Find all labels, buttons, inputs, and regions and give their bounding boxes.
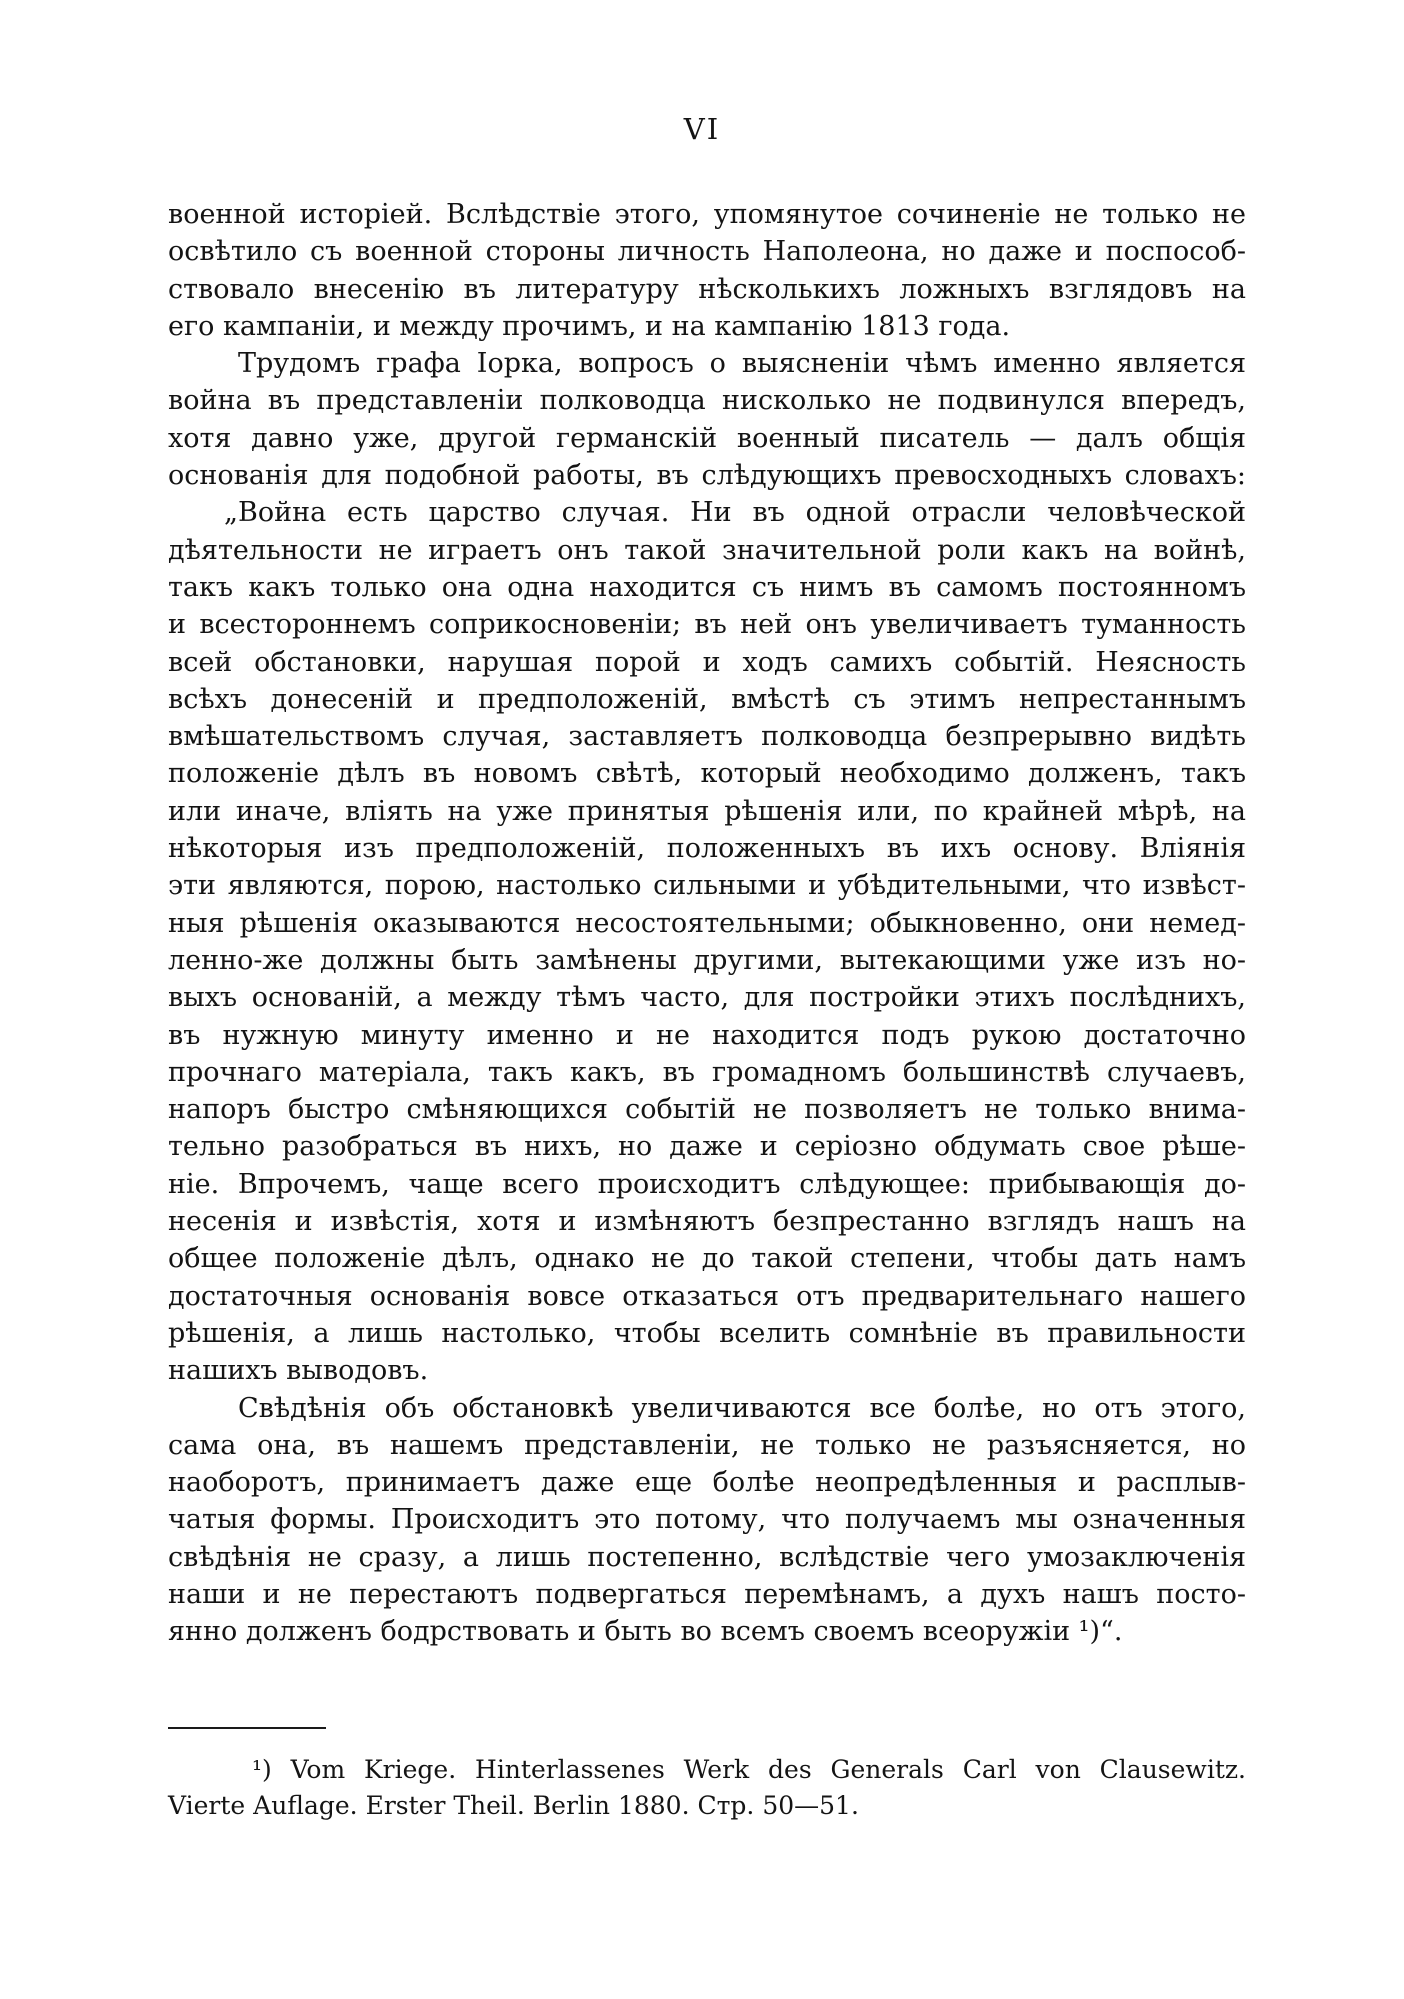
quote-line: напоръ быстро смѣняющихся событій не позволяетъ не только внима-: [168, 1094, 1246, 1126]
quote-line: вмѣшательствомъ случая, заставляетъ полководца безпрерывно видѣть: [168, 721, 1246, 753]
quote-line: сама она, въ нашемъ представленіи, не только не разъясняется, но: [168, 1429, 1246, 1461]
footnote-line: ¹) Vom Kriege. Hinterlassenes Werk des Generals Carl von Clausewitz.: [252, 1755, 1246, 1784]
body-line: основанія для подобной работы, въ слѣдующихъ превосходныхъ словахъ:: [168, 460, 1246, 492]
quote-line: чатыя формы. Происходитъ это потому, что получаемъ мы означенныя: [168, 1504, 1246, 1536]
quote-line: нашихъ выводовъ.: [168, 1355, 429, 1387]
quote-line: такъ какъ только она одна находится съ нимъ въ самомъ постоянномъ: [168, 571, 1246, 603]
quote-line: общее положеніе дѣлъ, однако не до такой степени, чтобы дать намъ: [168, 1243, 1246, 1275]
body-line: военной исторіей. Вслѣдствіе этого, упомянутое сочиненіе не только не: [168, 199, 1246, 230]
body-line: война въ представленіи полководца нисколько не подвинулся впередъ,: [168, 385, 1246, 417]
quote-line: выхъ основаній, а между тѣмъ часто, для постройки этихъ послѣднихъ,: [168, 982, 1246, 1014]
quote-line: ніе. Впрочемъ, чаще всего происходитъ слѣдующее: прибывающія до-: [168, 1168, 1246, 1200]
quote-line: положеніе дѣлъ въ новомъ свѣтѣ, который необходимо долженъ, такъ: [168, 758, 1246, 790]
quote-line: Свѣдѣнія объ обстановкѣ увеличиваются все болѣе, но отъ этого,: [238, 1392, 1246, 1424]
quote-line: и всестороннемъ соприкосновеніи; въ ней онъ увеличиваетъ туманность: [168, 609, 1246, 641]
body-line: освѣтило съ военной стороны личность Наполеона, но даже и поспособ-: [168, 236, 1246, 268]
quote-line: тельно разобраться въ нихъ, но даже и серіозно обдумать свое рѣше-: [168, 1131, 1246, 1163]
quote-line: „Война есть царство случая. Ни въ одной отрасли человѣческой: [224, 497, 1246, 529]
quote-line: несенія и извѣстія, хотя и измѣняютъ безпрестанно взглядъ нашъ на: [168, 1206, 1246, 1238]
quote-line: дѣятельности не играетъ онъ такой значительной роли какъ на войнѣ,: [168, 534, 1246, 566]
body-line: ствовало внесенію въ литературу нѣсколькихъ ложныхъ взглядовъ на: [168, 273, 1246, 305]
body-line: его кампаніи, и между прочимъ, и на кампанію 1813 года.: [168, 310, 1011, 342]
quote-line: эти являются, порою, настолько сильными и убѣдительными, что извѣст-: [168, 870, 1246, 902]
quote-line: наоборотъ, принимаетъ даже еще болѣе неопредѣленныя и расплыв-: [168, 1467, 1246, 1499]
page-number: VI: [683, 112, 721, 146]
footnote-divider: [168, 1727, 326, 1729]
quote-line: въ нужную минуту именно и не находится подъ рукою достаточно: [168, 1019, 1246, 1051]
quote-line: ныя рѣшенія оказываются несостоятельными; обыкновенно, они немед-: [168, 907, 1246, 939]
quote-line: или иначе, вліять на уже принятыя рѣшенія или, по крайней мѣрѣ, на: [168, 795, 1246, 827]
quote-line: янно долженъ бодрствовать и быть во всемъ своемъ всеоружіи ¹)“.: [168, 1616, 1123, 1648]
quote-line: рѣшенія, а лишь настолько, чтобы вселить сомнѣніе въ правильности: [168, 1317, 1246, 1349]
quote-line: свѣдѣнія не сразу, а лишь постепенно, вслѣдствіе чего умозаключенія: [168, 1541, 1246, 1573]
body-text: [168, 196, 1246, 1651]
quote-line: нѣкоторыя изъ предположеній, положенныхъ въ ихъ основу. Вліянія: [168, 833, 1246, 865]
quote-line: достаточныя основанія вовсе отказаться отъ предварительнаго нашего: [168, 1280, 1246, 1312]
quote-line: наши и не перестаютъ подвергаться перемѣнамъ, а духъ нашъ посто-: [168, 1578, 1246, 1610]
body-line: хотя давно уже, другой германскій военный писатель — далъ общія: [168, 422, 1246, 454]
quote-line: всей обстановки, нарушая порой и ходъ самихъ событій. Неясность: [168, 646, 1246, 678]
quote-line: ленно-же должны быть замѣнены другими, вытекающими уже изъ но-: [168, 944, 1246, 976]
footnotes: [168, 1752, 1246, 1824]
quote-line: прочнаго матеріала, такъ какъ, въ громадномъ большинствѣ случаевъ,: [168, 1056, 1246, 1088]
body-line: Трудомъ графа Іорка, вопросъ о выясненіи чѣмъ именно является: [238, 348, 1246, 380]
footnote-line: Vierte Auflage. Erster Theil. Berlin 1880. Стр. 50—51.: [168, 1791, 859, 1820]
quote-line: всѣхъ донесеній и предположеній, вмѣстѣ съ этимъ непрестаннымъ: [168, 683, 1246, 715]
